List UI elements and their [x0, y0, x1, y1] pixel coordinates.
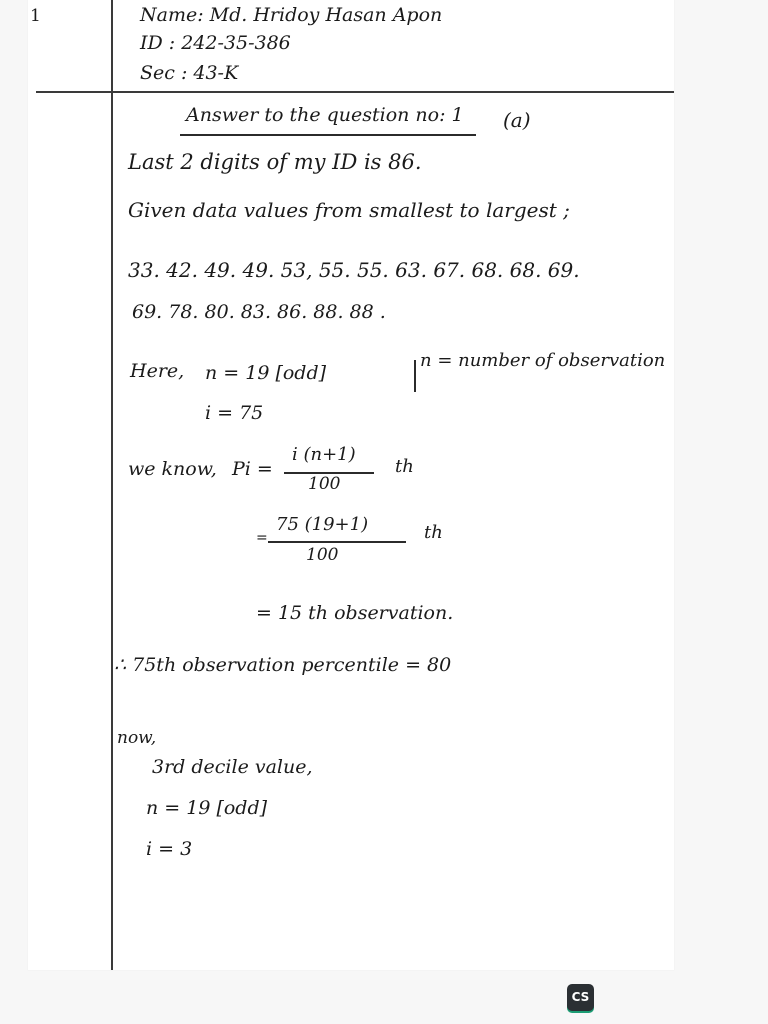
- student-section: Sec : 43-K: [140, 62, 239, 84]
- id-digits-line: Last 2 digits of my ID is 86.: [128, 150, 422, 174]
- here-label: Here,: [130, 360, 185, 382]
- substitution-equals: =: [256, 530, 268, 546]
- observation-result: = 15 th observation.: [256, 602, 454, 624]
- substitution-denominator: 100: [306, 545, 339, 565]
- n-definition-note: n = number of observation: [420, 350, 666, 371]
- formula-numerator: i (n+1): [292, 444, 356, 465]
- question-title: Answer to the question no: 1: [186, 104, 464, 126]
- substitution-numerator: 75 (19+1): [276, 514, 369, 535]
- decile-heading: 3rd decile value,: [152, 756, 313, 778]
- header-rule: [36, 91, 674, 93]
- data-values-row-2: 69. 78. 80. 83. 86. 88. 88 .: [132, 301, 386, 323]
- n-value-decile: n = 19 [odd]: [146, 797, 268, 819]
- question-underline: [180, 134, 476, 136]
- data-values-row-1: 33. 42. 49. 49. 53, 55. 55. 63. 67. 68. 68. 69.: [128, 258, 580, 282]
- camscanner-badge-icon: CS: [567, 984, 594, 1011]
- now-label: now,: [117, 728, 157, 748]
- note-bracket: [414, 360, 416, 392]
- n-value: n = 19 [odd]: [205, 362, 327, 384]
- percentile-conclusion: ∴ 75th observation percentile = 80: [114, 654, 452, 676]
- i-value-decile: i = 3: [146, 838, 193, 860]
- student-name: Name: Md. Hridoy Hasan Apon: [140, 4, 443, 26]
- page-number: 1: [30, 6, 41, 26]
- formula-th-suffix: th: [395, 456, 414, 477]
- given-data-line: Given data values from smallest to largest ;: [128, 198, 570, 222]
- we-know-label: we know,: [128, 458, 217, 480]
- answer-sheet: [28, 0, 674, 970]
- percentile-symbol: Pi =: [232, 458, 273, 480]
- i-value: i = 75: [205, 402, 264, 424]
- student-id: ID : 242-35-386: [140, 32, 291, 54]
- formula-denominator: 100: [308, 474, 341, 494]
- margin-line: [111, 0, 113, 970]
- substitution-fraction-bar: [268, 541, 406, 543]
- substitution-th-suffix: th: [424, 522, 443, 543]
- question-part: (a): [503, 108, 531, 132]
